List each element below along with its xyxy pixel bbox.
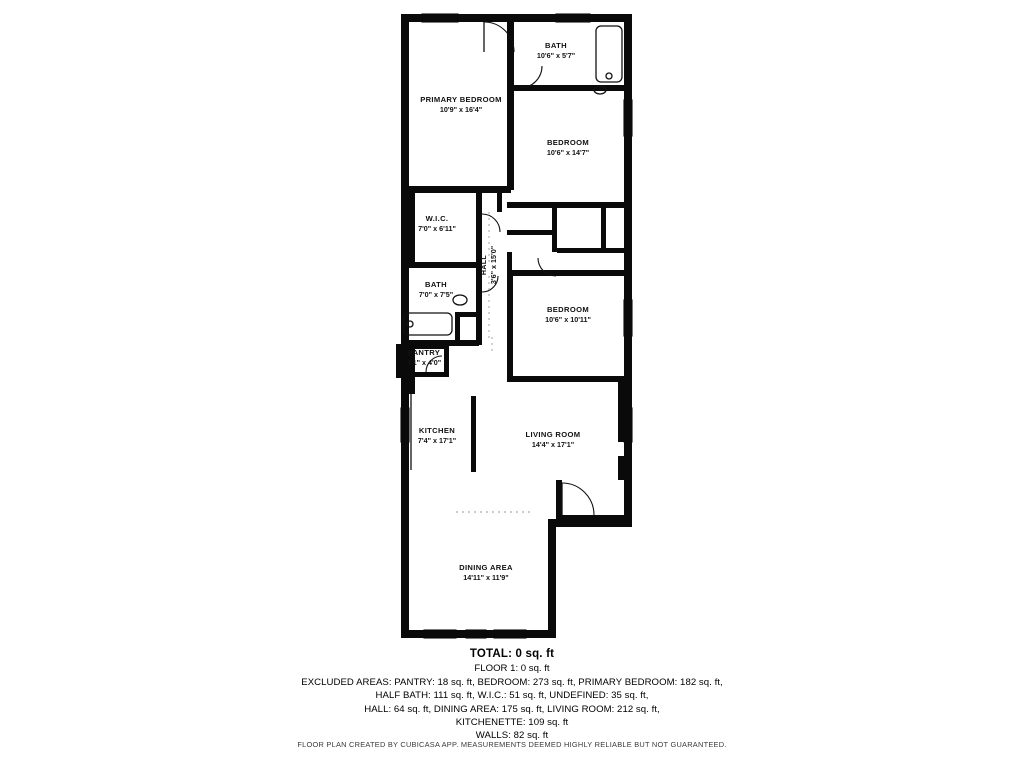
- room-label-living-room: [526, 430, 581, 449]
- excluded-areas-line-2: HALF BATH: 111 sq. ft, W.I.C.: 51 sq. ft, UNDEFINED: 35 sq. ft,: [375, 690, 649, 702]
- room-dimension: 10'6" x 5'7": [536, 51, 576, 60]
- room-dimension: 14'4" x 17'1": [531, 440, 575, 449]
- walls-area-line: WALLS: 82 sq. ft: [475, 730, 549, 742]
- room-dimension: 10'6" x 14'7": [546, 148, 590, 157]
- room-labels: [407, 41, 591, 582]
- room-dimension: 4'1" x 4'0": [406, 358, 442, 367]
- room-dimension: 3'6" x 15'0": [489, 245, 498, 285]
- room-label-pantry: [407, 348, 441, 367]
- excluded-areas-line-3: HALL: 64 sq. ft, DINING AREA: 175 sq. ft, LIVING ROOM: 212 sq. ft,: [364, 703, 660, 715]
- room-label-primary-bedroom: [420, 95, 502, 114]
- room-name: HALL: [480, 254, 488, 276]
- excluded-areas-line-4: KITCHENETTE: 109 sq. ft: [455, 716, 569, 728]
- exterior-walls: [401, 14, 632, 638]
- room-dimension: 14'11" x 11'9": [463, 573, 509, 582]
- room-dimension: 7'4" x 17'1": [417, 436, 457, 445]
- windows: [401, 14, 632, 638]
- excluded-areas-line-1: EXCLUDED AREAS: PANTRY: 18 sq. ft, BEDROOM: 273 sq. ft, PRIMARY BEDROOM: 182 sq. ft,: [301, 677, 723, 689]
- room-label-bedroom-lower: [545, 305, 591, 324]
- room-name: BEDROOM: [546, 138, 590, 147]
- room-name: W.I.C.: [425, 214, 449, 223]
- room-name: BEDROOM: [546, 305, 590, 314]
- floor-area-label: FLOOR 1: 0 sq. ft: [474, 663, 550, 674]
- room-name: DINING AREA: [459, 563, 513, 572]
- total-area-label: TOTAL: 0 sq. ft: [469, 648, 555, 660]
- room-name: KITCHEN: [418, 426, 456, 435]
- room-name: BATH: [545, 41, 567, 50]
- room-label-kitchen: [418, 426, 456, 445]
- room-dimension: 10'6" x 10'11": [545, 315, 591, 324]
- room-label-bedroom-upper: [547, 138, 589, 157]
- room-label-bath-lower: [419, 280, 453, 299]
- floor-plan-credit: FLOOR PLAN CREATED BY CUBICASA APP. MEASUREMENTS DEEMED HIGHLY RELIABLE BUT NOT GUARANTEED.: [297, 740, 727, 749]
- area-summary: [0, 648, 1024, 742]
- room-name: BATH: [425, 280, 447, 289]
- room-dimension: 10'9" x 16'4": [439, 105, 483, 114]
- room-label-hall: [480, 246, 498, 284]
- room-label-dining-area: [459, 563, 513, 582]
- room-name: PRIMARY BEDROOM: [420, 95, 502, 104]
- room-name: PANTRY: [407, 348, 441, 357]
- room-label-bath-upper: [537, 41, 575, 60]
- room-dimension: 7'0" x 6'11": [418, 224, 456, 233]
- room-name: LIVING ROOM: [525, 430, 581, 439]
- room-label-wic: [418, 214, 456, 233]
- room-dimension: 7'0" x 7'5": [418, 290, 454, 299]
